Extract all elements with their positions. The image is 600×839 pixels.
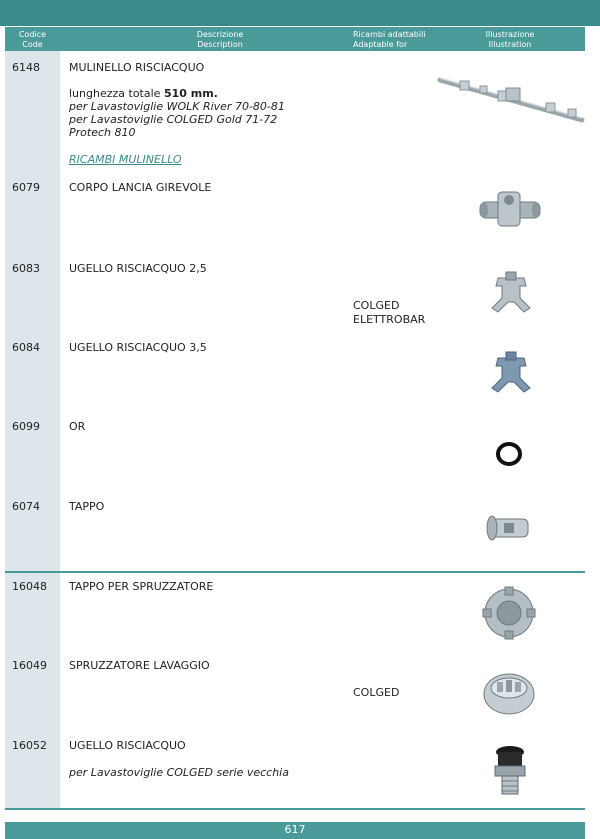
rotating-body-image	[476, 188, 546, 230]
header-fit-en: Adaptable for	[353, 40, 408, 49]
compat-line: per Lavastoviglie COLGED Gold 71-72	[69, 113, 278, 126]
footer-bar	[5, 822, 585, 839]
item-code: 6084	[12, 341, 40, 354]
header-code-it: Codice	[18, 30, 47, 39]
o-ring-image	[494, 440, 524, 468]
table-bottom-line	[5, 808, 585, 810]
item-code: 6079	[12, 181, 40, 194]
item-title: UGELLO RISCIACQUO	[69, 739, 186, 752]
item-code: 16048	[12, 580, 47, 593]
rinse-nozzle-old-image	[490, 744, 530, 800]
group-separator	[5, 571, 585, 573]
item-code: 6148	[12, 61, 40, 74]
spare-parts-link[interactable]: RICAMBI MULINELLO	[69, 153, 182, 166]
header-code-en: Code	[22, 40, 43, 49]
table-header	[5, 27, 585, 51]
sprayer-cap-image	[480, 584, 538, 642]
rinse-nozzle-35-image	[486, 348, 536, 396]
adaptable-brand: COLGED	[353, 299, 400, 312]
length-label: lunghezza totale	[69, 87, 164, 100]
header-description	[95, 30, 345, 50]
item-description	[69, 87, 285, 139]
item-title: MULINELLO RISCIACQUO	[69, 61, 205, 74]
item-code: 6074	[12, 500, 40, 513]
wash-sprayer-image	[480, 664, 538, 718]
compat-line: per Lavastoviglie WOLK River 70-80-81	[69, 100, 285, 113]
item-title: TAPPO PER SPRUZZATORE	[69, 580, 214, 593]
item-title: UGELLO RISCIACQUO 2,5	[69, 262, 207, 275]
adaptable-brand: ELETTROBAR	[353, 313, 426, 326]
item-code: 16049	[12, 659, 47, 672]
compat-line: Protech 810	[69, 126, 136, 139]
rinse-arm-image	[436, 70, 586, 128]
item-code: 6099	[12, 420, 40, 433]
top-band	[0, 0, 600, 26]
adaptable-for	[353, 299, 425, 327]
header-desc-it: Descrizione	[196, 30, 244, 39]
header-ill-en: Illustration	[488, 40, 532, 49]
header-illustration	[460, 30, 560, 50]
page-number: 617	[284, 823, 306, 836]
adaptable-for: COLGED	[353, 686, 400, 699]
header-desc-en: Description	[197, 40, 243, 49]
cap-image	[482, 511, 534, 545]
item-title: UGELLO RISCIACQUO 3,5	[69, 341, 207, 354]
compat-line: per Lavastoviglie COLGED serie vecchia	[69, 766, 289, 779]
header-fit-it: Ricambi adattabili	[353, 30, 426, 39]
item-title: OR	[69, 420, 86, 433]
item-title: CORPO LANCIA GIREVOLE	[69, 181, 212, 194]
length-value: 510 mm.	[163, 87, 218, 100]
rinse-nozzle-25-image	[486, 268, 536, 316]
item-code: 16052	[12, 739, 47, 752]
item-title: TAPPO	[69, 500, 105, 513]
length-line	[69, 87, 285, 100]
item-title: SPRUZZATORE LAVAGGIO	[69, 659, 210, 672]
item-description	[69, 766, 289, 779]
header-adaptable	[353, 30, 433, 50]
header-code	[5, 30, 60, 50]
item-code: 6083	[12, 262, 40, 275]
header-ill-it: Illustrazione	[485, 30, 535, 39]
